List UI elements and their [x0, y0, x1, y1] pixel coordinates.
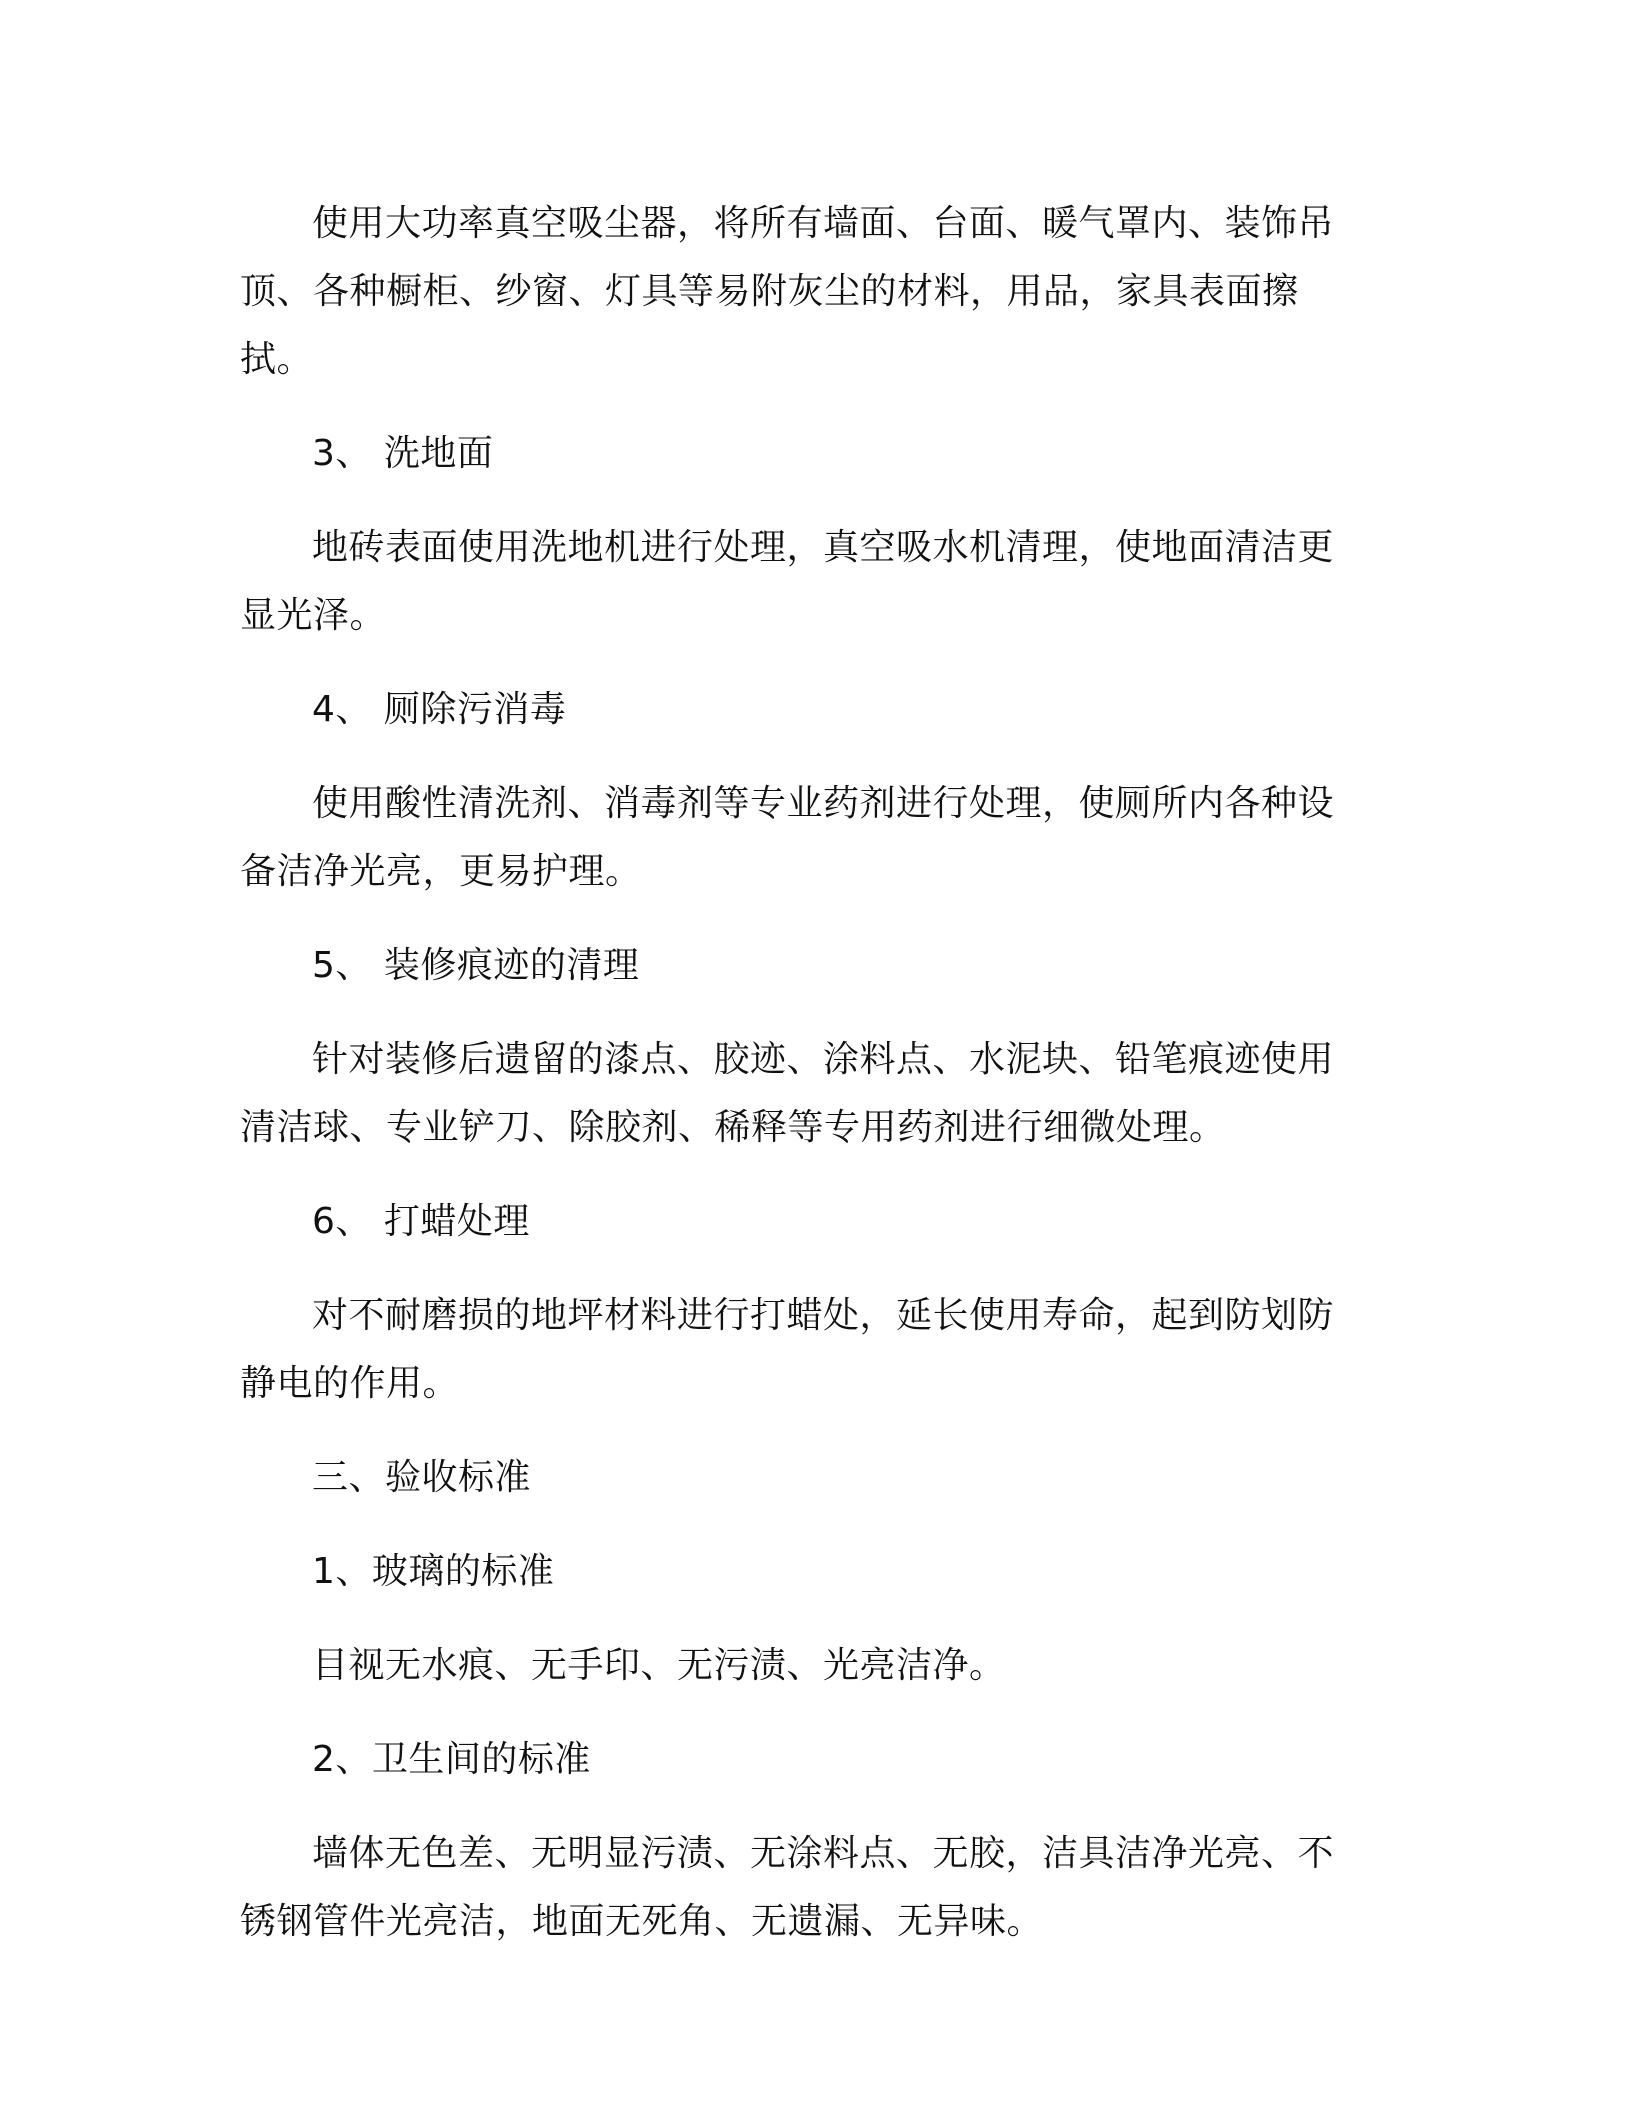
- paragraph-toilet-disinfection: 使用酸性清洗剂、消毒剂等专业药剂进行处理，使厕所内各种设备洁净光亮，更易护理。: [240, 783, 1335, 892]
- heading-wash-floor: 3、 洗地面: [312, 433, 494, 474]
- spacer: [240, 1512, 1360, 1538]
- spacer: [240, 1162, 1360, 1188]
- paragraph-glass-standard: 目视无水痕、无手印、无污渍、光亮洁净。: [312, 1645, 1006, 1686]
- spacer: [240, 1256, 1360, 1282]
- heading-waxing: 6、 打蜡处理: [312, 1201, 530, 1242]
- heading-acceptance-standards: 三、验收标准: [312, 1457, 532, 1498]
- spacer: [240, 1700, 1360, 1726]
- spacer: [240, 906, 1360, 932]
- paragraph-bathroom-standard: 墙体无色差、无明显污渍、无涂料点、无胶，洁具洁净光亮、不锈钢管件光亮洁，地面无死角、无遗漏、无异味。: [240, 1833, 1335, 1942]
- paragraph-renovation-marks: 针对装修后遗留的漆点、胶迹、涂料点、水泥块、铅笔痕迹使用清洁球、专业铲刀、除胶剂、稀释等专用药剂进行细微处理。: [240, 1039, 1335, 1148]
- spacer: [240, 744, 1360, 770]
- paragraph-vacuum-dusting: 使用大功率真空吸尘器，将所有墙面、台面、暖气罩内、装饰吊顶、各种橱柜、纱窗、灯具等易附灰尘的材料，用品，家具表面擦拭。: [240, 203, 1335, 380]
- spacer: [240, 1794, 1360, 1820]
- heading-glass-standard: 1、玻璃的标准: [312, 1551, 555, 1592]
- spacer: [240, 650, 1360, 676]
- spacer: [240, 1606, 1360, 1632]
- heading-bathroom-standard: 2、卫生间的标准: [312, 1739, 591, 1780]
- heading-renovation-marks: 5、 装修痕迹的清理: [312, 945, 640, 986]
- spacer: [240, 1418, 1360, 1444]
- spacer: [240, 488, 1360, 514]
- paragraph-waxing: 对不耐磨损的地坪材料进行打蜡处，延长使用寿命，起到防划防静电的作用。: [240, 1295, 1335, 1404]
- spacer: [240, 1000, 1360, 1026]
- document-content: [240, 190, 1360, 1956]
- spacer: [240, 394, 1360, 420]
- paragraph-wash-floor: 地砖表面使用洗地机进行处理，真空吸水机清理，使地面清洁更显光泽。: [240, 527, 1335, 636]
- heading-toilet-disinfection: 4、 厕除污消毒: [312, 689, 567, 730]
